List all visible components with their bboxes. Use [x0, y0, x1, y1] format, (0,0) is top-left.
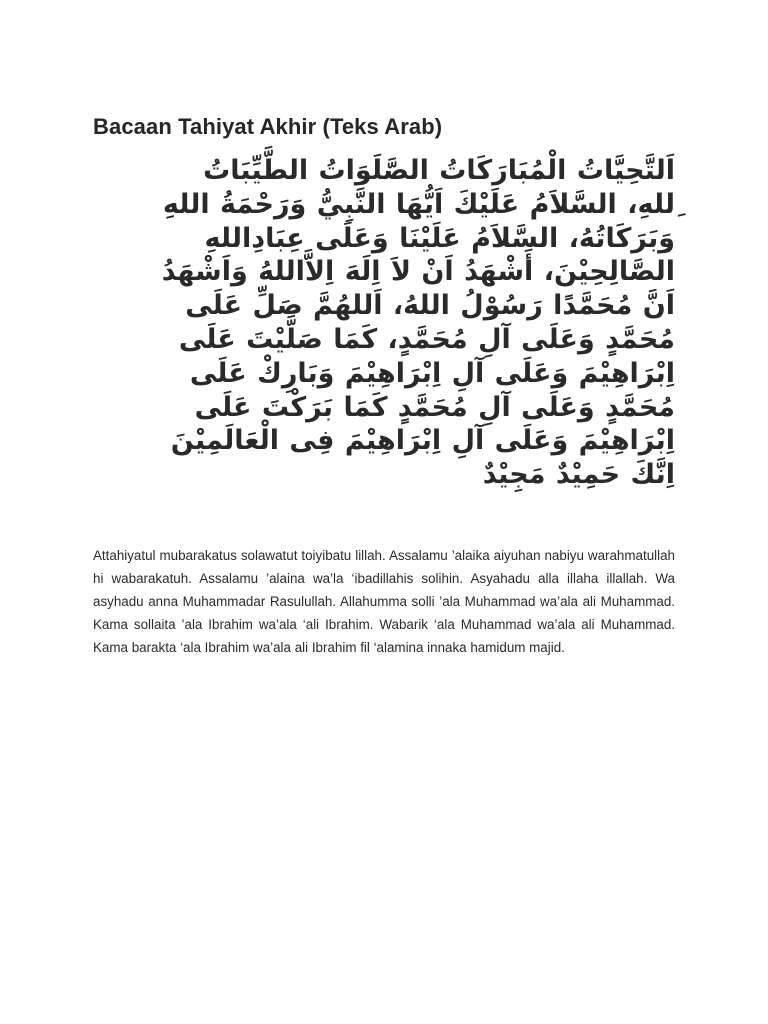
arabic-line: وَبَرَكَاتُهُ، السَّلاَمُ عَلَيْنَا وَعَلَى عِبَادِاللهِ [204, 222, 675, 254]
arabic-text-block [93, 154, 675, 492]
arabic-line: اَلتَّحِيَّاتُ الْمُبَارَكَاتُ الصَّلَوَاتُ الطَّيِّبَاتُ [203, 155, 675, 186]
arabic-line: مُحَمَّدٍ وَعَلَى آلِ مُحَمَّدٍ، كَمَا صَلَّيْتَ عَلَى [178, 323, 675, 355]
document-page [93, 112, 675, 659]
transliteration-paragraph: Attahiyatul mubarakatus solawatut toiyibatu lillah. Assalamu ’alaika aiyuhan nabiyu warahmatullah hi wabarakatuh. Assalamu ’alaina wa’la ‘ibadillahis solihin. Asyahadu alla illaha illallah. Wa asyhadu anna Muhammadar Rasulullah. Allahumma solli ’ala Muhammad wa’ala ali Muhammad. Kama sollaita ’ala Ibrahim wa’ala ‘ali Ibrahim. Wabarik ‘ala Muhammad wa’ala ali Muhammad. Kama barakta ‘ala Ibrahim wa’ala ali Ibrahim fil ‘alamina innaka hamidum majid. [93, 547, 675, 655]
arabic-line: الصَّالِحِيْنَ، أَشْهَدُ اَنْ لاَ اِلَهَ اِلاَّاللهُ وَاَشْهَدُ [161, 256, 675, 288]
arabic-line: ِللهِ، السَّلاَمُ عَلَيْكَ اَيُّهَا النَّبِيُّ وَرَحْمَةُ اللهِ [162, 188, 675, 220]
arabic-line: اِنَّكَ حَمِيْدٌ مَجِيْدٌ [482, 459, 675, 491]
arabic-line: اَنَّ مُحَمَّدًا رَسُوْلُ اللهُ، اَللهُمَّ صَلِّ عَلَى [185, 290, 675, 322]
arabic-line: اِبْرَاهِيْمَ وَعَلَى آلِ اِبْرَاهِيْمَ وَبَارِكْ عَلَى [189, 357, 675, 389]
arabic-line: اِبْرَاهِيْمَ وَعَلَى آلِ اِبْرَاهِيْمَ فِى الْعَالَمِيْنَ [170, 425, 675, 457]
arabic-line: مُحَمَّدٍ وَعَلَى آلِ مُحَمَّدٍ كَمَا بَرَكْتَ عَلَى [194, 391, 675, 423]
document-heading: Bacaan Tahiyat Akhir (Teks Arab) [93, 114, 443, 139]
